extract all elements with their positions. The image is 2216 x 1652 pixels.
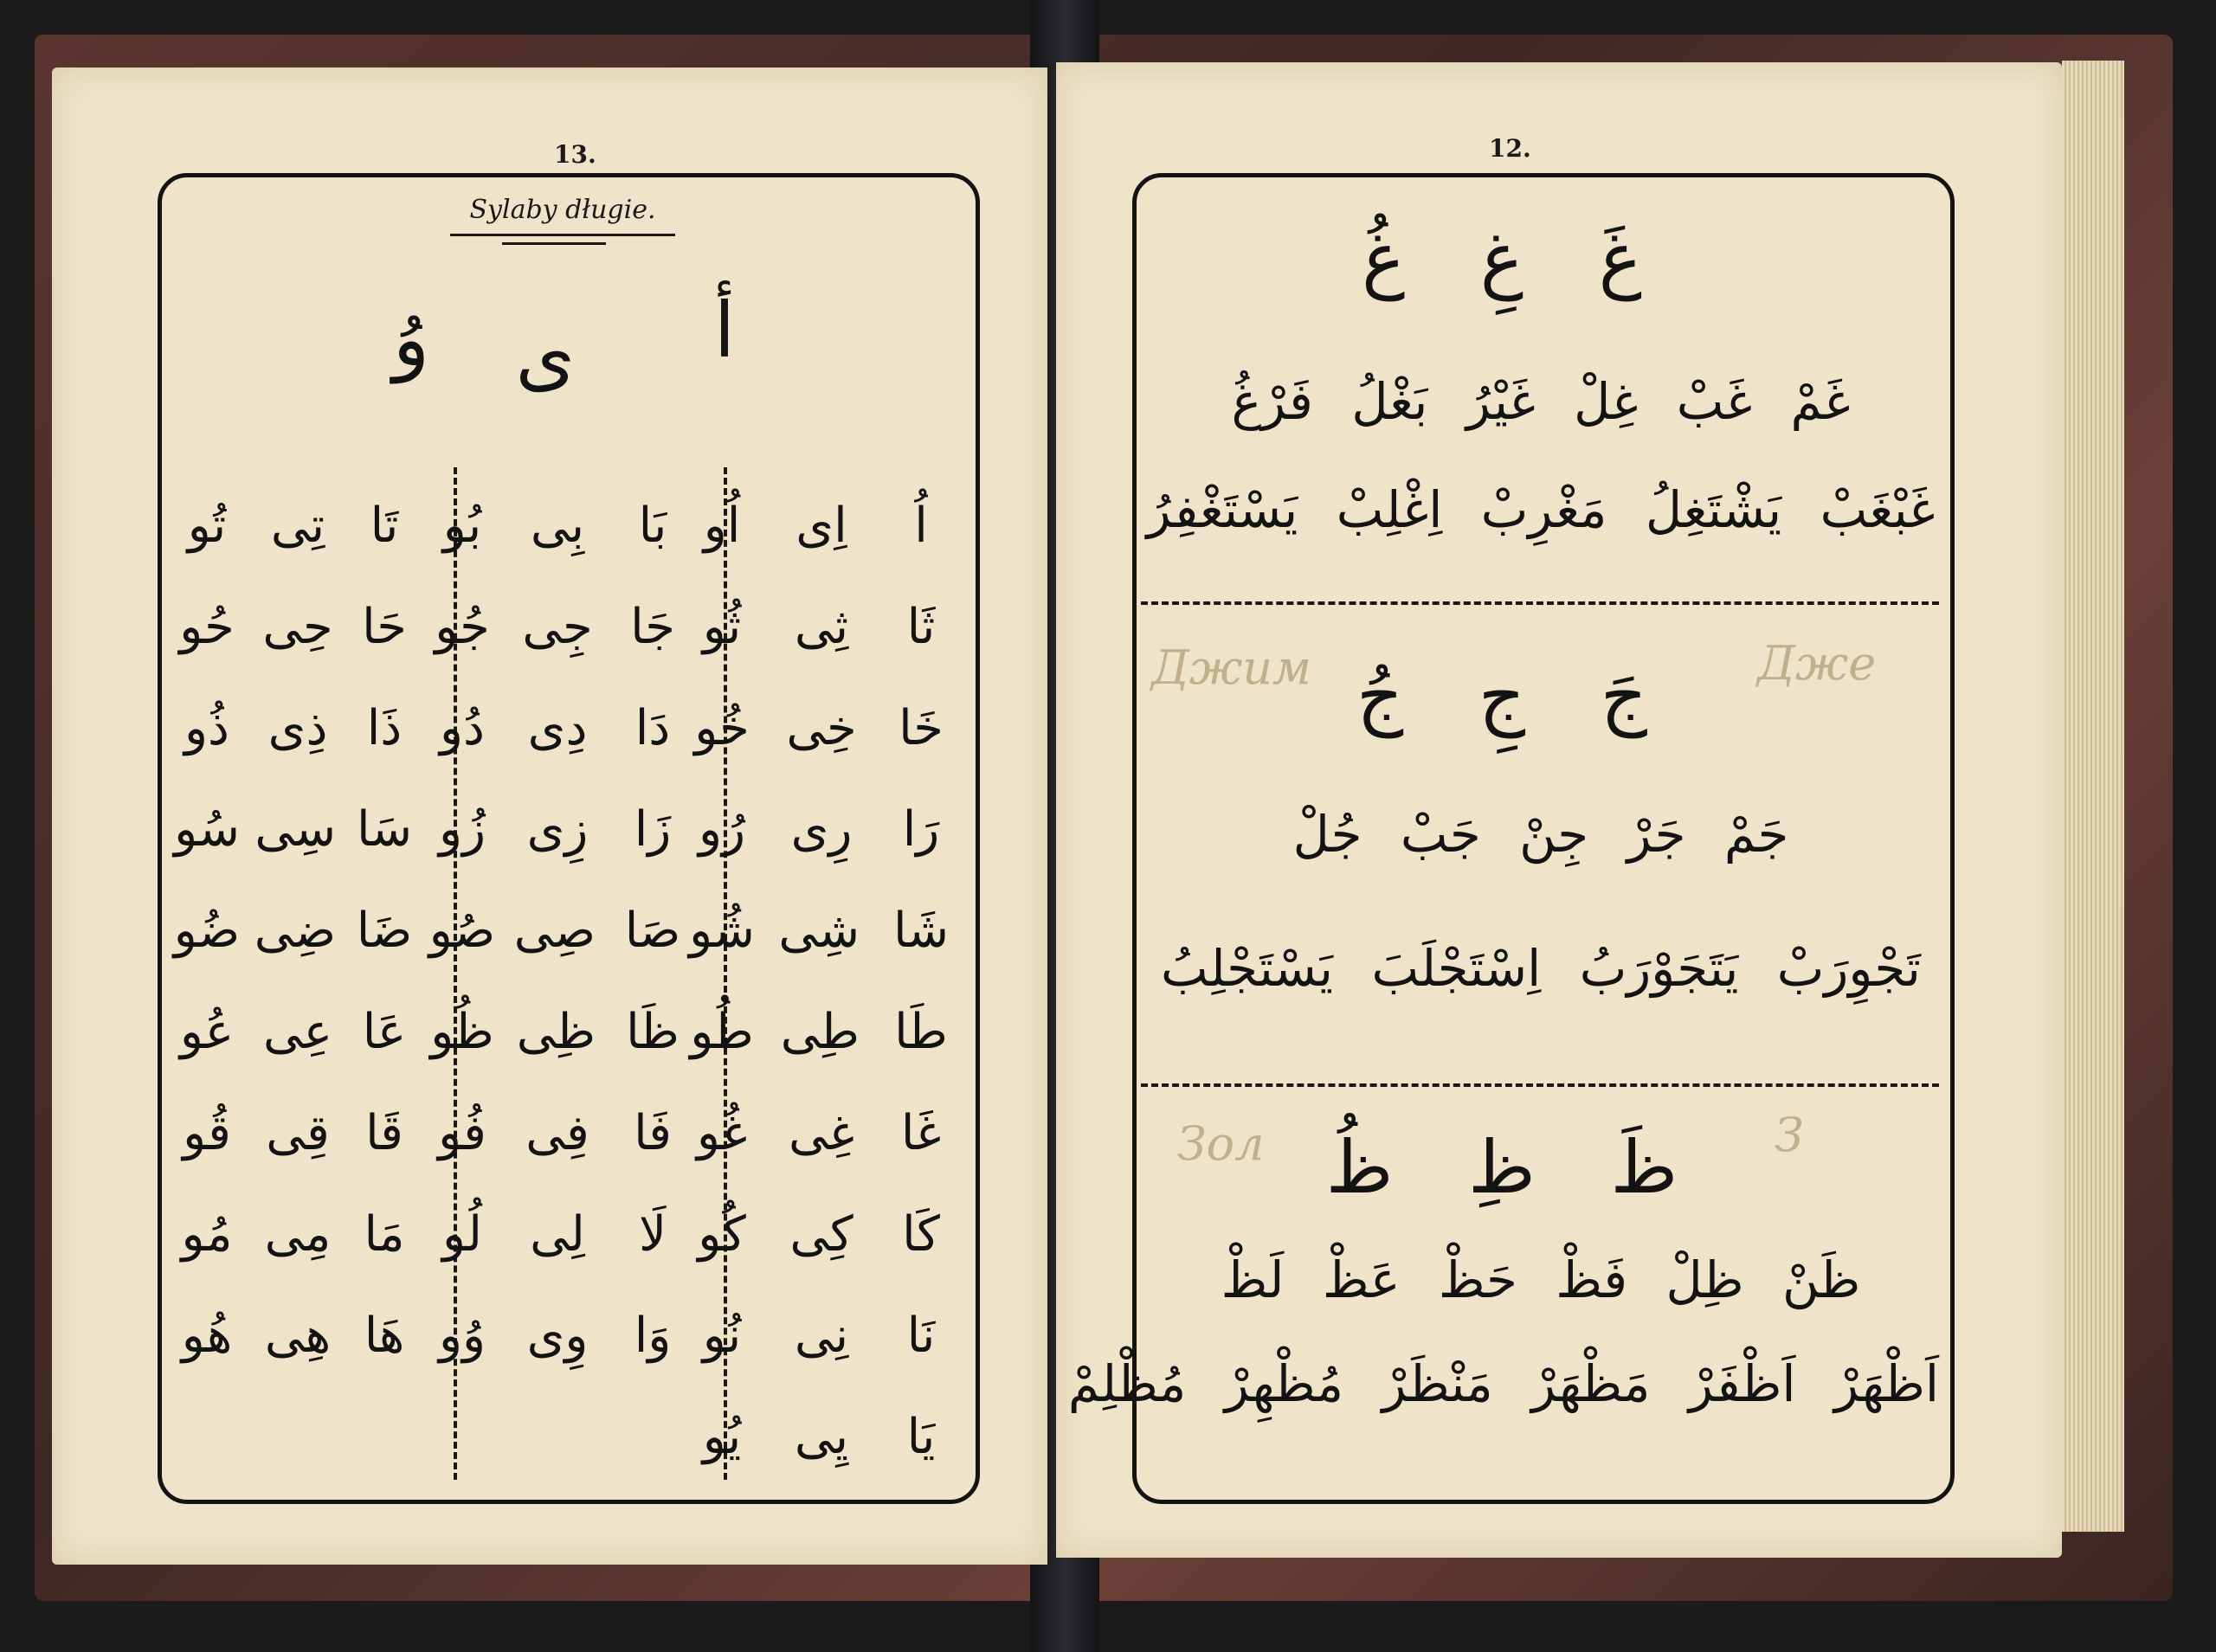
syllable: اُ bbox=[914, 498, 928, 554]
letter-group-za: ظَ ظِ ظُ bbox=[1325, 1125, 1678, 1210]
syllable: بِى bbox=[530, 498, 585, 554]
syllable: مِى bbox=[264, 1206, 332, 1263]
syllable: لِى bbox=[530, 1206, 585, 1263]
syllable: دُو bbox=[440, 700, 485, 756]
word-line: ظَنْ ظِلْ فَظْ حَظْ عَظْ لَظْ bbox=[1221, 1250, 1861, 1309]
syllable: اِى bbox=[796, 498, 847, 554]
left-page-number: 13. bbox=[554, 140, 596, 169]
syllable: طَا bbox=[894, 1004, 948, 1060]
word-line: غَبْغَبْ يَشْتَغِلُ مَغْرِبْ اِغْلِبْ يَسْتَغْفِرُ bbox=[1146, 480, 1936, 539]
syllable: تَا bbox=[370, 498, 399, 554]
pencil-note: З bbox=[1775, 1108, 1804, 1162]
syllable: فُو bbox=[438, 1105, 486, 1161]
pencil-note: Дже bbox=[1757, 636, 1877, 691]
vowel-header-waw: وُ bbox=[392, 294, 430, 383]
section-heading: Sylaby długie. bbox=[469, 195, 656, 225]
syllable: ذُو bbox=[184, 700, 229, 756]
syllable: كَا bbox=[902, 1206, 940, 1263]
syllable: هِى bbox=[264, 1308, 332, 1364]
letter-group-ghayn: غَ غِ غُ bbox=[1362, 216, 1642, 301]
syllable: مُو bbox=[181, 1206, 233, 1263]
syllable: وُو bbox=[438, 1308, 486, 1364]
syllable: فِى bbox=[525, 1105, 589, 1161]
vowel-header-ya: ى bbox=[515, 312, 576, 401]
syllable: وَا bbox=[634, 1308, 672, 1364]
syllable: لَا bbox=[639, 1206, 667, 1263]
syllable: ثِى bbox=[794, 599, 849, 655]
syllable: شُو bbox=[689, 903, 755, 959]
syllable: نَا bbox=[906, 1308, 936, 1364]
syllable: عَا bbox=[362, 1004, 407, 1060]
syllable: فَا bbox=[634, 1105, 672, 1161]
syllable: ظِى bbox=[516, 1004, 596, 1060]
syllable: ذِى bbox=[267, 700, 328, 756]
syllable: شِى bbox=[778, 903, 860, 959]
syllable: غِى bbox=[789, 1105, 854, 1161]
syllable: حِى bbox=[262, 599, 333, 655]
heading-underline-short bbox=[502, 242, 606, 245]
syllable: رُو bbox=[698, 801, 746, 858]
syllable: هَا bbox=[364, 1308, 405, 1364]
syllable: هُو bbox=[181, 1308, 233, 1364]
syllable: ثَا bbox=[906, 599, 936, 655]
vowel-header-alif: أ bbox=[713, 286, 736, 375]
syllable: جِى bbox=[522, 599, 593, 655]
syllable: بَا bbox=[638, 498, 667, 554]
syllable: جُو bbox=[435, 599, 490, 655]
syllable: سُو bbox=[174, 801, 240, 858]
syllable: رَا bbox=[902, 801, 940, 858]
syllable: شَا bbox=[893, 903, 949, 959]
syllable: غَا bbox=[900, 1105, 942, 1161]
syllable: لُو bbox=[442, 1206, 482, 1263]
syllable: كُو bbox=[698, 1206, 746, 1263]
syllable: نِى bbox=[794, 1308, 849, 1364]
pencil-note: Зол bbox=[1177, 1116, 1265, 1171]
heading-underline bbox=[450, 234, 675, 236]
syllable: حَا bbox=[362, 599, 407, 655]
right-page-number: 12. bbox=[1489, 134, 1531, 163]
syllable: مَا bbox=[364, 1206, 405, 1263]
section-divider bbox=[1141, 1083, 1939, 1087]
syllable: قُو bbox=[183, 1105, 231, 1161]
word-line: تَجْوِرَبْ يَتَجَوْرَبُ اِسْتَجْلَبَ يَسْتَجْلِبُ bbox=[1161, 939, 1921, 998]
syllable: يُو bbox=[702, 1409, 742, 1465]
syllable: كِى bbox=[789, 1206, 854, 1263]
syllable: صُو bbox=[428, 903, 496, 959]
letter-group-jim: جَ جِ جُ bbox=[1356, 653, 1648, 738]
word-line: جَمْ جَرْ جِنْ جَبْ جُلْ bbox=[1292, 805, 1789, 864]
syllable: ثُو bbox=[702, 599, 742, 655]
syllable: طِى bbox=[780, 1004, 860, 1060]
syllable: ذَا bbox=[366, 700, 403, 756]
syllable: يَا bbox=[906, 1409, 936, 1465]
syllable: غُو bbox=[696, 1105, 748, 1161]
syllable: اُو bbox=[703, 498, 741, 554]
syllable: قَا bbox=[365, 1105, 403, 1161]
syllable: سِى bbox=[254, 801, 336, 858]
syllable: رِى bbox=[790, 801, 853, 858]
syllable: صَا bbox=[624, 903, 681, 959]
syllable: ضَا bbox=[356, 903, 413, 959]
word-line: اَظْهَرْ اَظْفَرْ مَظْهَرْ مَنْظَرْ مُظْهِرْ مُظْلِمْ bbox=[1067, 1354, 1939, 1413]
syllable: ظُو bbox=[430, 1004, 494, 1060]
syllable: يِى bbox=[794, 1409, 849, 1465]
syllable: زُو bbox=[438, 801, 486, 858]
syllable: زَا bbox=[634, 801, 672, 858]
syllable: حُو bbox=[179, 599, 235, 655]
page-edges bbox=[2062, 61, 2124, 1532]
syllable: تِى bbox=[270, 498, 325, 554]
syllable: خَا bbox=[899, 700, 944, 756]
syllable: نُو bbox=[702, 1308, 742, 1364]
syllable: بُو bbox=[442, 498, 482, 554]
syllable: سَا bbox=[357, 801, 412, 858]
syllable: عُو bbox=[179, 1004, 235, 1060]
section-divider bbox=[1141, 601, 1939, 605]
word-line: غَمْ غَبْ غِلْ غَيْرُ بَغْلُ فَرْغُ bbox=[1231, 372, 1851, 431]
syllable: ضُو bbox=[173, 903, 241, 959]
syllable: صِى bbox=[513, 903, 596, 959]
syllable: تُو bbox=[187, 498, 227, 554]
syllable: دَا bbox=[635, 700, 671, 756]
syllable: خُو bbox=[694, 700, 750, 756]
syllable: جَا bbox=[630, 599, 675, 655]
syllable: طُو bbox=[690, 1004, 754, 1060]
syllable: قِى bbox=[266, 1105, 330, 1161]
pencil-note: Джим bbox=[1151, 640, 1311, 695]
syllable: دِى bbox=[527, 700, 588, 756]
syllable: ضِى bbox=[254, 903, 336, 959]
syllable: وِى bbox=[526, 1308, 589, 1364]
syllable: زِى bbox=[526, 801, 589, 858]
syllable: ظَا bbox=[626, 1004, 680, 1060]
syllable: عِى bbox=[262, 1004, 333, 1060]
syllable: خِى bbox=[786, 700, 857, 756]
